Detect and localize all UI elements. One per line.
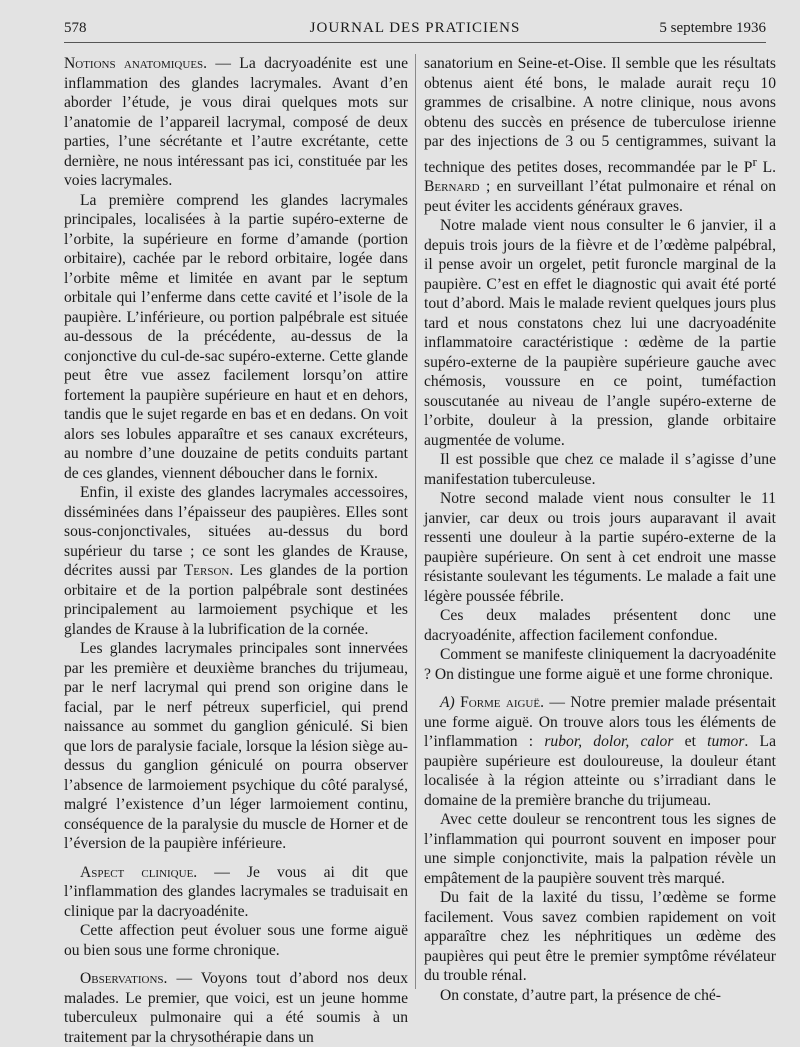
paragraph-aspect: Aspect clinique. — Je vous ai dit que l’inflammation des glandes lacrymales se traduisait en clinique par la dacryoadénite. <box>64 863 408 920</box>
author-name: L. Bernard <box>424 158 777 196</box>
paragraph: Enfin, il existe des glandes lacrymales accessoires, disséminées dans l’épaisseur des paupières. Elles sont sous-conjonctivales, situées au-dessus du bord supérieur du tarse ; ce sont les glandes de Krause, décrites aussi par Terson. Les glandes de la portion orbitaire et de la portion palpébrale sont destinées principalement au larmoiement psychique et les glandes de Krause à la lubrification de la cornée. <box>64 484 409 638</box>
column-divider <box>415 54 416 989</box>
paragraph: Comment se manifeste cliniquement la dacryoadénite ? On distingue une forme aiguë et une forme chronique. <box>424 646 776 683</box>
paragraph: Les glandes lacrymales principales sont innervées par les première et deuxième branches du trijumeau, par le nerf lacrymal qui prend son origine dans le facial, par le nerf pétreux superficiel, qui prend naissance au sommet du ganglion géniculé. Si bien que lors de paralysie faciale, lorsque la lésion siège au-dessus du ganglion géniculé on pourra observer l’absence de larmoiement psychique du côté paralysé, malgré l’existence d’un léger larmoiement continu, conséquence de la paralysie du muscle de Horner et de l’éversion de la paupière inférieure. <box>64 640 408 852</box>
paragraph-observations: Observations. — Voyons tout d’abord nos deux malades. Le premier, que voici, est un jeune homme tuberculeux pulmonaire qui a été soumis à un traitement par la chrysothérapie dans un <box>64 970 408 1046</box>
right-column <box>424 54 776 1005</box>
paragraph: sanatorium en Seine-et-Oise. Il semble que les résultats obtenus aient été bons, le malade aurait reçu 10 grammes de crisalbine. A notre clinique, nous avons obtenu des succès en présence de tuberculose irienne par des injections de 3 ou 5 centigrammes, suivant la technique des petites doses, recommandée par le $P^r$ L. Bernard ; en surveillant l’état pulmonaire et rénal on peut éviter les accidents généraux graves. <box>424 55 777 215</box>
page-number: 578 <box>64 20 87 36</box>
paragraph: Du fait de la laxité du tissu, l’œdème se forme facilement. Vous savez combien rapidement on voit apparaître chez les néphritiques un œdème des paupières qui peut être le premier symptôme révélateur du trouble rénal. <box>424 889 776 985</box>
paragraph: Avec cette douleur se rencontrent tous les signes de l’inflammation qui pourront souvent en imposer pour une simple conjonctivite, mais la palpation révèle un empâtement de la paupière souvent très marqué. <box>424 811 776 887</box>
paragraph: Notre second malade vient nous consulter le 11 janvier, car deux ou trois jours auparavant il avait ressenti une douleur à la partie supéro-externe de la paupière supérieure. On sent à cet endroit une masse résistante soulevant les téguments. Le malade a fait une légère poussée fébrile. <box>424 490 776 605</box>
section-heading-observations: Observations. <box>80 970 168 987</box>
paragraph: Il est possible que chez ce malade il s’agisse d’une manifestation tuberculeuse. <box>424 451 776 488</box>
paragraph: On constate, d’autre part, la présence de ché- <box>440 986 721 1004</box>
page-header <box>64 16 766 43</box>
paragraph-notions: Notions anatomiques. — La dacryoadénite est une inflammation des glandes lacrymales. Avant d’en aborder l’étude, je vous dirai quelques mots sur l’anatomie de l’appareil lacrymal, composé de deux parties, l’une sécrétante et l’autre excrétante, cette dernière, ne nous intéressant pas ici, constituée par les voies lacrymales. <box>64 55 408 189</box>
paragraph-forme-aigue: A) Forme aiguë. — Notre premier malade présentait une forme aiguë. On trouve alors tous les éléments de l’inflammation : rubor, dolor, calor et tumor. La paupière supérieure est douloureuse, la douleur étant localisée à la région atteinte ou s’irradiant dans le domaine de la première branche du trijumeau. <box>424 694 777 809</box>
left-column <box>64 54 408 1047</box>
paragraph: Notre malade vient nous consulter le 6 janvier, il a depuis trois jours de la fièvre et de l’œdème palpébral, il pense avoir un orgelet, petit furoncle marginal de la paupière. C’est en effet le diagnostic qui avait été porté tout d’abord. Mais le malade revient quelques jours plus tard et nous constatons chez lui une dacryoadénite inflammatoire caractéristique : œdème de la partie supéro-externe de la paupière supérieure gauche avec chémosis, voussure en ce point, tuméfaction souscutanée au niveau de l’angle supéro-externe de l’orbite, douleur à la pression, glande orbitaire augmentée de volume. <box>424 217 776 449</box>
section-heading-notions: Notions anatomiques. <box>64 55 208 72</box>
paragraph: La première comprend les glandes lacrymales principales, localisées à la partie supéro-externe de l’orbite, la supérieure en forme d’amande (portion orbitaire), cachée par le rebord orbitaire, logée dans l’orbite même et limitée en avant par le septum orbitale qui l’enferme dans cette cavité et l’isole de la paupière. L’inférieure, ou portion palpébrale est située au-dessous de la précédente, au-dessus de la conjonctive du cul-de-sac supéro-externe. Cette glande peut être vue assez facilement lorsqu’on attire fortement la paupière supérieure en haut et en dehors, tandis que le sujet regarde en bas et en dedans. On voit alors ses lobules apparaître et ses canaux excréteurs, au nombre d’une douzaine de petits conduits partant de ces glandes, viennent déboucher dans le fornix. <box>64 191 408 482</box>
issue-date: 5 septembre 1936 <box>659 20 766 36</box>
section-heading-aspect: Aspect clinique. <box>80 863 198 881</box>
author-name: Terson <box>183 562 230 579</box>
section-heading-forme-aigue: Forme aiguë. <box>460 694 544 712</box>
paragraph: Ces deux malades présentent donc une dacryoadénite, affection facilement confondue. <box>424 607 776 644</box>
paragraph: Cette affection peut évoluer sous une forme aiguë ou bien sous une forme chronique. <box>64 922 408 959</box>
journal-title: JOURNAL DES PRATICIENS <box>309 20 521 36</box>
